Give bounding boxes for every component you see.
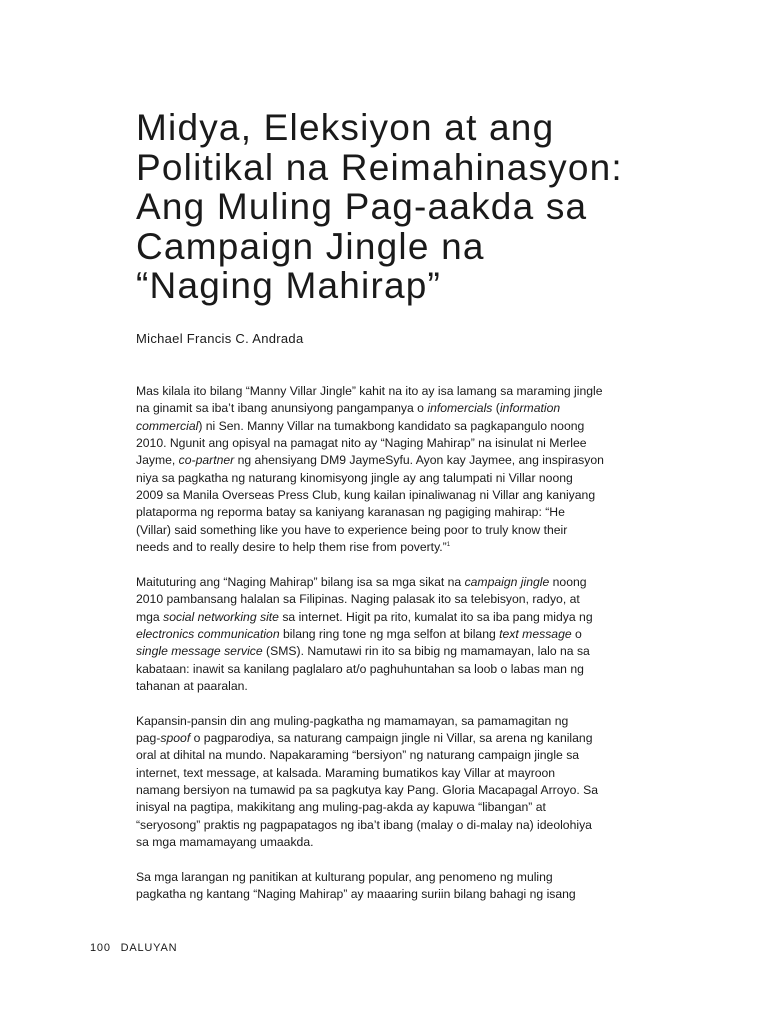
italic-term: single message service — [136, 644, 263, 659]
italic-term: infomercials — [427, 401, 493, 416]
text-line: plataporma ng reporma batay sa kaniyang karanasan ng pagiging mahirap: “He — [136, 505, 565, 520]
text-line: commercial) ni Sen. Manny Villar na tumakbong kandidato sa pagkapangulo noong — [136, 418, 585, 433]
title-line: Midya, Eleksiyon at ang — [136, 107, 555, 148]
text-line: 2010 pambansang halalan sa Filipinas. Naging palasak ito sa telebisyon, radyo, at — [136, 592, 580, 607]
text-line: namang bersiyon na tumawid pa sa pagkutya kay Pang. Gloria Macapagal Arroyo. Sa — [136, 783, 599, 797]
article-title — [136, 108, 696, 306]
text-line: single message service (SMS). Namutawi rin ito sa bibig ng mamamayan, lalo na sa — [136, 644, 590, 659]
title-line: “Naging Mahirap” — [136, 265, 442, 306]
text-line: Mas kilala ito bilang “Manny Villar Jingle” kahit na ito ay isa lamang sa maraming jingle — [136, 384, 603, 398]
article-body — [136, 383, 616, 921]
text-line: (Villar) said something like you have to experience being poor to truly know their — [136, 522, 568, 537]
text-line: Kapansin-pansin din ang muling-pagkatha ng mamamayan, sa pamamagitan ng — [136, 713, 569, 728]
italic-term: co-partner — [178, 453, 235, 468]
title-line: Campaign Jingle na — [136, 225, 485, 267]
text-line: inisyal na pagtipa, makikitang ang muling-pag-akda ay kapuwa “libangan” at — [136, 800, 546, 815]
title-line: Ang Muling Pag-aakda sa — [136, 186, 588, 227]
text-line: Maituturing ang “Naging Mahirap” bilang isa sa mga sikat na campaign jingle noong — [136, 574, 587, 589]
text-line: kabataan: inawit sa kanilang paglalaro at/o paghuhuntahan sa loob o labas man ng — [136, 661, 584, 676]
text-line: niya sa pagkatha ng naturang kinomisyong jingle ay ang talumpati ni Villar noong — [136, 470, 573, 485]
text-line: internet, text message, at kalsada. Maraming bumatikos kay Villar at mayroon — [136, 765, 556, 780]
italic-term: information — [499, 401, 561, 416]
italic-term: social networking site — [163, 609, 279, 624]
text-line: needs and to really desire to help them rise from poverty.”$^1$ — [136, 540, 451, 555]
title-line: Politikal na Reimahinasyon: — [136, 146, 623, 188]
page-number: 100 — [90, 942, 111, 954]
text-line: pagkatha ng kantang “Naging Mahirap” ay maaaring suriin bilang bahagi ng isang — [136, 887, 576, 902]
journal-name: DALUYAN — [120, 942, 178, 954]
body-paragraph — [136, 574, 616, 695]
body-paragraph — [136, 383, 616, 556]
text-line: pag-spoof o pagparodiya, sa naturang campaign jingle ni Villar, sa arena ng kanilang — [136, 730, 593, 745]
body-paragraph — [136, 713, 616, 852]
text-line: Sa mga larangan ng panitikan at kulturang popular, ang penomeno ng muling — [136, 869, 553, 884]
text-line: tahanan at paaralan. — [136, 678, 248, 693]
italic-term: commercial — [136, 418, 199, 433]
author-name: Michael Francis C. Andrada — [136, 331, 304, 346]
text-line: na ginamit sa iba’t ibang anunsiyong pangampanya o infomercials (information — [136, 401, 561, 416]
text-line: 2010. Ngunit ang opisyal na pamagat nito ay “Naging Mahirap” na isinulat ni Merlee — [136, 436, 587, 451]
italic-term: campaign jingle — [464, 574, 550, 589]
text-line: mga social networking site sa internet. Higit pa rito, kumalat ito sa iba pang midya ng — [136, 609, 593, 624]
text-line: oral at dihital na mundo. Napakaraming “bersiyon” ng naturang campaign jingle sa — [136, 748, 580, 763]
text-line: Jayme, co-partner ng ahensiyang DM9 JaymeSyfu. Ayon kay Jaymee, ang inspirasyon — [136, 453, 604, 468]
text-line: “seryosong” praktis ng pagpapatagos ng iba’t ibang (malay o di-malay na) ideolohiya — [136, 817, 592, 832]
text-line: sa mga mamamayang umaakda. — [136, 835, 314, 850]
body-paragraph — [136, 869, 616, 904]
page-footer — [90, 942, 183, 954]
italic-term: spoof — [160, 730, 191, 745]
italic-term: electronics communication — [136, 626, 280, 641]
italic-term: text message — [499, 626, 572, 641]
text-line: 2009 sa Manila Overseas Press Club, kung kailan ipinaliwanag ni Villar ang kaniyang — [136, 488, 596, 503]
text-line: electronics communication bilang ring tone ng mga selfon at bilang text message o — [136, 626, 582, 641]
footnote-marker[interactable]: 1 — [446, 542, 451, 549]
